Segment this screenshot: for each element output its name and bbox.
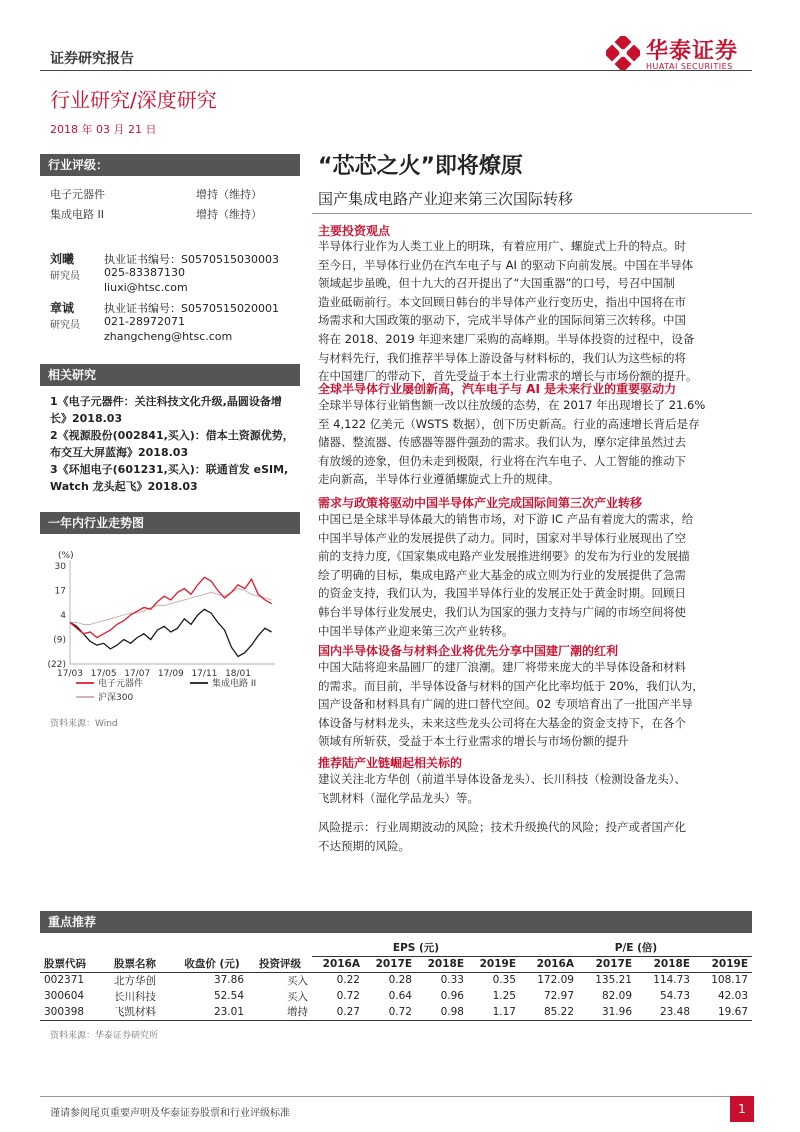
stock-name: 飞凯材料 <box>110 1004 176 1020</box>
text-line: 不达预期的风险。 <box>318 838 410 853</box>
footer-divider <box>40 1096 730 1097</box>
analyst-name: 章诚 <box>50 301 75 315</box>
analyst-role: 研究员 <box>50 271 80 282</box>
stock-code: 300604 <box>44 990 85 1002</box>
analyst-cert: 执业证书编号：S0570515030003 <box>104 253 279 266</box>
pe-cell: 135.21 <box>595 974 632 987</box>
close-price: 37.86 <box>213 974 244 987</box>
column-header: 2016A <box>520 956 578 972</box>
eps-cell: 0.96 <box>440 990 464 1002</box>
x-tick-label: 18/01 <box>225 669 252 679</box>
footer-disclaimer: 谨请参阅尾页重要声明及华泰证券股票和行业评级标准 <box>50 1108 290 1119</box>
eps-cell: 0.27 <box>312 1004 364 1020</box>
eps-cell: 0.72 <box>336 990 360 1002</box>
report-title: “芯芯之火”即将燎原 <box>318 154 523 179</box>
column-header: 股票名称 <box>110 956 176 972</box>
column-header: 2017E <box>578 956 636 972</box>
pe-cell: 108.17 <box>711 974 748 987</box>
analyst-cert: 执业证书编号：S0570515020001 <box>104 302 279 315</box>
text-line: 造业砥砺前行。本文回顾日韩台的半导体产业行变历史，指出中国将在市 <box>318 294 686 309</box>
text-line: 飞凯材料（湿化学品龙头）等。 <box>318 790 479 805</box>
risk-warning <box>318 818 754 855</box>
text-line: 建议关注北方华创（前道半导体设备龙头）、长川科技（检测设备龙头）、 <box>318 772 686 786</box>
eps-cell: 0.72 <box>364 1004 416 1020</box>
rating-industry: 电子元器件 <box>50 188 105 201</box>
text-line: 与材料先行，我们推荐半导体上游设备与材料标的，我们认为这些标的将 <box>318 350 686 365</box>
analyst-phone: 025-83387130 <box>104 266 185 279</box>
section-body <box>318 770 754 807</box>
text-line: 韩台半导体行业发展史，我们认为国家的强力支持与广阔的市场空间将使 <box>318 604 686 619</box>
text-line: 中国半导体产业的发展提供了动力。同时，国家对半导体行业展现出了空 <box>318 530 686 545</box>
pe-cell: 172.09 <box>537 974 574 987</box>
close-price: 52.54 <box>213 990 244 1002</box>
report-subtitle: 国产集成电路产业迎来第三次国际转移 <box>318 190 574 208</box>
related-section-title: 相关研究 <box>40 364 300 386</box>
eps-cell: 0.33 <box>440 974 464 987</box>
y-tick-label: 30 <box>54 562 66 572</box>
report-type: 证券研究报告 <box>50 51 134 67</box>
text-line: 有放缓的迹象，但仍未走到极限，行业将在汽车电子、人工智能的推动下 <box>318 453 686 468</box>
page-number: 1 <box>730 1096 754 1122</box>
brand-logo <box>606 34 756 78</box>
text-line: 的需求。而目前，半导体设备与材料的国产化比率均低于 20%，我们认为， <box>318 678 704 693</box>
section-heading: 全球半导体行业屡创新高，汽车电子与 AI 是未来行业的重要驱动力 <box>318 382 677 396</box>
x-tick-label: 17/05 <box>90 669 117 679</box>
table-row <box>40 1004 752 1020</box>
related-report-link[interactable]: 2《视源股份(002841,买入)：借本土资源优势，布交互大屏蓝海》2018.03 <box>50 429 294 459</box>
text-line: 储器、整流器、传感器等器件强劲的需求。我们认为，摩尔定律虽然过去 <box>318 435 686 450</box>
rating-value: 增持（维持） <box>196 188 262 201</box>
chart-source: 资料来源：Wind <box>50 719 118 729</box>
pe-cell: 19.67 <box>694 1004 752 1020</box>
analyst-email[interactable]: liuxi@htsc.com <box>104 281 188 294</box>
text-line: 半导体行业作为人类工业上的明珠，有着应用广、螺旋式上升的特点。时 <box>318 239 686 253</box>
report-category: 行业研究/深度研究 <box>50 88 217 112</box>
eps-cell: 0.35 <box>492 974 516 987</box>
column-header: 2017E <box>364 956 416 972</box>
table-row <box>40 972 752 988</box>
pe-cell: 42.03 <box>717 990 748 1002</box>
analyst-email[interactable]: zhangcheng@htsc.com <box>104 330 233 343</box>
text-line: 中国已是全球半导体最大的销售市场，对下游 IC 产品有着庞大的需求，给 <box>318 512 694 526</box>
section-body <box>318 396 754 489</box>
section-heading: 国内半导体设备与材料企业将优先分享中国建厂潮的红利 <box>318 644 619 658</box>
investment-rating: 买入 <box>287 974 308 987</box>
logo-text-en: HUATAI SECURITIES <box>646 62 733 71</box>
series-line-2 <box>70 589 272 625</box>
logo-text-cn: 华泰证券 <box>646 39 739 64</box>
text-line: 国产设备和材料具有广阔的进口替代空间。02 专项培育出了一批国产半导 <box>318 697 693 712</box>
column-header: 收盘价 (元) <box>176 956 248 972</box>
section-body <box>318 510 754 640</box>
text-line: 体设备与材料龙头，未来这些龙头公司将在大基金的资金支持下，在各个 <box>318 715 686 730</box>
rating-value: 增持（维持） <box>196 208 262 221</box>
key-picks-table <box>40 940 752 1021</box>
investment-rating: 买入 <box>287 990 308 1003</box>
table-header <box>40 956 752 972</box>
text-line: 至 4,122 亿美元（WSTS 数据），创下历史新高。行业的高速增长背后是存 <box>318 416 700 431</box>
key-picks-title: 重点推荐 <box>40 911 752 933</box>
text-line: 绘了明确的目标，集成电路产业大基金的成立则为行业的发展提供了急需 <box>318 567 686 582</box>
stock-code: 300398 <box>40 1004 110 1020</box>
series-line-0 <box>70 577 272 637</box>
text-line: 走向新高，半导体行业遵循螺旋式上升的规律。 <box>318 472 560 487</box>
analyst-name: 刘曦 <box>50 252 75 266</box>
text-line: 将在 2018、2019 年迎来建厂采购的高峰期。半导体投资的过程中，设备 <box>318 331 695 346</box>
y-tick-label: (22) <box>47 660 66 670</box>
text-line: 的资金支持，我们认为，我国半导体行业的发展正处于黄金时期。回顾日 <box>318 586 686 601</box>
legend-label: 电子元器件 <box>98 679 144 689</box>
pe-group-header: P/E (倍) <box>520 940 752 956</box>
column-header: 2019E <box>694 956 752 972</box>
section-heading: 推荐陆产业链崛起相关标的 <box>318 756 463 770</box>
column-header: 2016A <box>312 956 364 972</box>
close-price: 23.01 <box>176 1004 248 1020</box>
y-tick-label: (9) <box>53 635 66 646</box>
text-line: 中国半导体产业迎来第三次产业转移。 <box>318 623 514 638</box>
series-line-1 <box>70 609 272 656</box>
table-group-header <box>40 940 752 956</box>
stock-name: 北方华创 <box>114 974 156 987</box>
eps-cell: 0.64 <box>388 990 412 1002</box>
legend-label: 集成电路 II <box>212 679 257 689</box>
legend-label: 沪深300 <box>98 693 134 703</box>
logo-mark-icon <box>606 36 640 70</box>
report-date: 2018 年 03 月 21 日 <box>50 123 157 136</box>
column-header: 投资评级 <box>248 956 312 972</box>
pe-cell: 82.09 <box>601 990 632 1002</box>
column-header: 2018E <box>416 956 468 972</box>
pe-cell: 72.97 <box>543 990 574 1002</box>
column-header: 股票代码 <box>40 956 110 972</box>
text-line: 前的支持力度,《国家集成电路产业发展推进纲要》的发布为行业的发展描 <box>318 549 690 564</box>
eps-group-header: EPS (元) <box>312 940 520 956</box>
analyst-role: 研究员 <box>50 320 80 331</box>
eps-cell: 0.98 <box>416 1004 468 1020</box>
text-line: 领域起步虽晚，但十九大的召开提出了“大国重器”的口号，号召中国制 <box>318 276 675 291</box>
text-line: 中国大陆将迎来晶圆厂的建厂浪潮。建厂将带来庞大的半导体设备和材料 <box>318 660 686 674</box>
section-body <box>318 237 754 386</box>
eps-cell: 0.22 <box>336 974 360 987</box>
y-tick-label: 17 <box>54 586 66 597</box>
text-line: 领域有所斩获，受益于本土行业需求的增长与市场份额的提升 <box>318 734 629 749</box>
x-tick-label: 17/03 <box>57 669 83 679</box>
section-heading: 主要投资观点 <box>318 224 391 238</box>
x-tick-label: 17/11 <box>191 669 218 679</box>
trend-section-title: 一年内行业走势图 <box>40 512 300 534</box>
section-heading: 需求与政策将驱动中国半导体产业完成国际间第三次产业转移 <box>318 496 643 510</box>
text-line: 在中国建厂的带动下，首先受益于本土行业需求的增长与市场份额的提升。 <box>318 369 698 384</box>
stock-name: 长川科技 <box>114 990 156 1003</box>
pe-cell: 85.22 <box>520 1004 578 1020</box>
text-line: 全球半导体行业销售额一改以往放缓的态势，在 2017 年出现增长了 21.6% <box>318 398 706 412</box>
y-tick-label: 4 <box>60 611 66 621</box>
text-line: 至今日，半导体行业仍在汽车电子与 AI 的驱动下向前发展。中国在半导体 <box>318 257 694 272</box>
table-row <box>40 988 752 1004</box>
stock-code: 002371 <box>44 974 85 987</box>
pe-cell: 114.73 <box>653 974 690 987</box>
pe-cell: 23.48 <box>636 1004 694 1020</box>
eps-cell: 1.17 <box>468 1004 520 1020</box>
x-tick-label: 17/07 <box>124 669 151 679</box>
chart-ylabel: (%) <box>58 551 74 561</box>
subtitle-divider <box>312 213 752 214</box>
text-line: 场需求和大国政策的驱动下，完成半导体产业的国际间第三次转移。中国 <box>318 313 686 328</box>
x-tick-label: 17/09 <box>157 669 184 679</box>
eps-cell: 1.25 <box>492 990 516 1002</box>
eps-cell: 0.28 <box>388 974 412 987</box>
investment-rating: 增持 <box>248 1004 312 1020</box>
pe-cell: 54.73 <box>659 990 690 1002</box>
rating-section-title: 行业评级： <box>40 154 300 176</box>
section-body <box>318 658 754 751</box>
column-header: 2018E <box>636 956 694 972</box>
table-source: 资料来源：华泰证券研究所 <box>50 1031 159 1041</box>
industry-trend-chart <box>40 538 300 713</box>
analyst-phone: 021-28972071 <box>104 315 185 328</box>
related-report-link[interactable]: 1《电子元器件：关注科技文化升级,晶圆设备增长》2018.03 <box>50 395 282 425</box>
text-line: 风险提示：行业周期波动的风险；技术升级换代的风险；投产或者国产化 <box>318 820 686 834</box>
related-report-link[interactable]: 3《环旭电子(601231,买入)：联通首发 eSIM, Watch 龙头起飞》2018.03 <box>50 463 289 493</box>
column-header: 2019E <box>468 956 520 972</box>
pe-cell: 31.96 <box>578 1004 636 1020</box>
rating-industry: 集成电路 II <box>50 208 104 221</box>
